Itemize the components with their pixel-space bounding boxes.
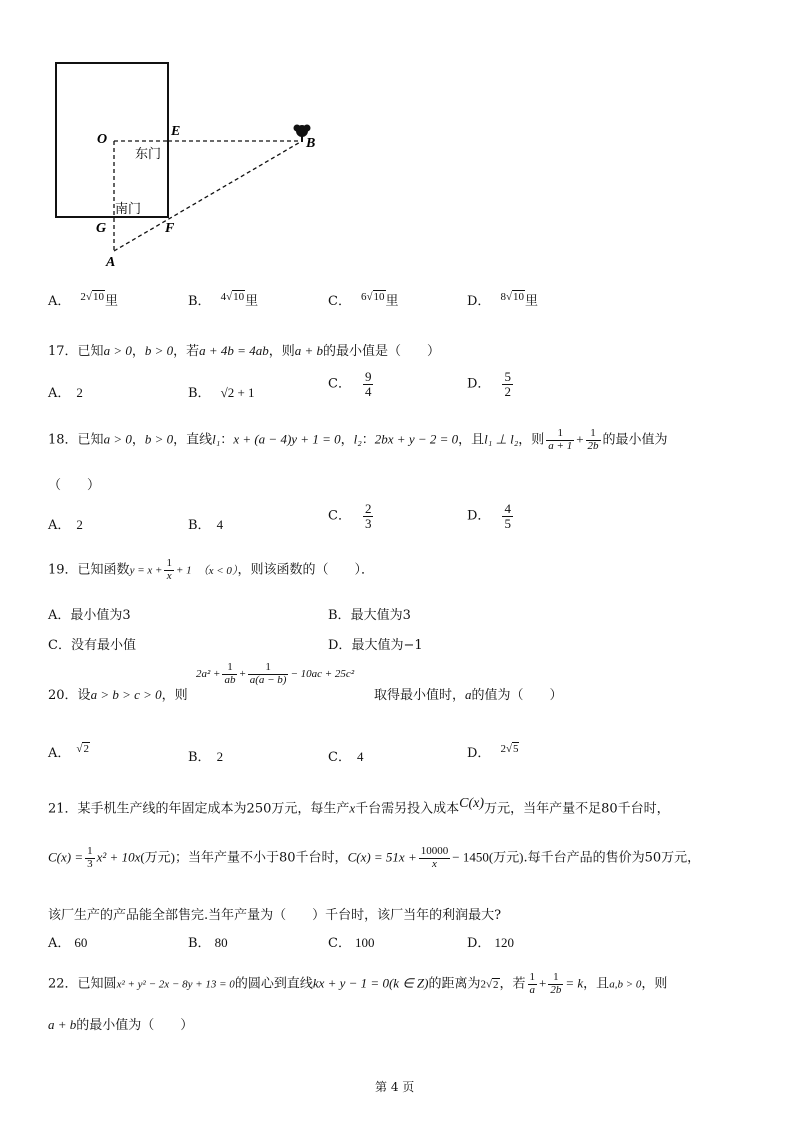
q20-option-c[interactable]: C． 4 [328,749,364,765]
q16-option-a[interactable]: A． $^{2√10}$里 [48,290,118,309]
q21-option-d[interactable]: D． 120 [467,935,514,951]
q22-stem-line1: 22．已知圆x² + y² − 2x − 8y + 13 = 0的圆心到直线kx + y − 1 = 0(k ∈ Z)的距离为2√2，若 $\frac{1}{a}$ + $\frac{1}{2b}$ = k，且a,b > 0，则 [48,971,668,996]
q16-option-d[interactable]: D． $^{8√10}$里 [467,290,538,309]
q16-option-c[interactable]: C． $^{6√10}$里 [328,290,399,309]
q17-option-d[interactable]: D． $\frac{5}{2}$ [467,369,511,399]
q20-option-b[interactable]: B． 2 [188,749,224,765]
q18-paren: （ ） [48,478,101,493]
q19-stem: 19．已知函数y = x + $\frac{1}{x}$ + 1 （x < 0），则该函数的（ ）． [48,557,374,582]
q20-option-d[interactable]: D． $^{2√5}$ [467,742,519,761]
q21-stem-line1: 21．某手机生产线的年固定成本为250万元，每生产x千台需另投入成本$^{C(x)}$万元，当年产量不足80千台时， [48,796,670,817]
q19-option-d[interactable]: D．最大值为−1 [328,638,423,653]
q21-stem-line3: 该厂生产的产品能全部售完.当年产量为（ ）千台时，该厂当年的利润最大? [48,908,502,923]
q18-option-d[interactable]: D． $\frac{4}{5}$ [467,501,511,531]
q18-option-a[interactable]: A． 2 [48,517,83,533]
q17-option-c[interactable]: C． $\frac{9}{4}$ [328,369,372,399]
q21-option-b[interactable]: B． 80 [188,935,228,951]
south-gate-label: 南门 [115,202,142,217]
east-gate-label: 东门 [135,147,162,162]
q19-option-b[interactable]: B．最大值为3 [328,608,411,623]
geometry-figure [40,55,340,275]
q19-option-a[interactable]: A．最小值为3 [48,608,131,623]
label-G: G [96,221,107,236]
q19-option-c[interactable]: C．没有最小值 [48,638,136,653]
label-F: F [165,221,175,236]
q21-stem-line2: C(x) = $\frac{1}{3}$ x² + 10x(万元)；当年产量不小于80千台时，C(x) = 51x + $\frac{10000}{x}$ − 1450(万元).每千台产品的售价为50万元， [48,845,701,870]
q20-stem-tail: 取得最小值时，a的值为（ ） [374,687,563,703]
q20-stem: 20．设a > b > c > 0，则 [48,687,188,703]
label-A: A [106,255,116,270]
q20-option-a[interactable]: A． $^{√2}$ [48,742,89,761]
q18-stem: 18．已知a > 0，b > 0，直线l₁：x + (a − 4)y + 1 = 0，l₂：2bx + y − 2 = 0，且l₁ ⊥ l₂，则 $\frac{1}{a + 1}$ + $\frac{1}{2b}$ 的最小值为 [48,427,668,452]
q18-option-b[interactable]: B． 4 [188,517,224,533]
q17-option-a[interactable]: A． 2 [48,385,83,401]
q22-stem-line2: a + b的最小值为（ ） [48,1017,194,1033]
label-E: E [171,124,181,139]
page-number: 第 4 页 [375,1080,415,1094]
q16-option-b[interactable]: B． $^{4√10}$里 [188,290,259,309]
q17-option-b[interactable]: B． √2 + 1 [188,385,255,401]
label-B: B [306,136,316,151]
q21-option-a[interactable]: A． 60 [48,935,88,951]
q20-expression: 2a² + $\frac{1}{ab}$ + $\frac{1}{a(a - b)}$ − 10ac + 25c² [196,661,355,686]
q18-option-c[interactable]: C． $\frac{2}{3}$ [328,501,372,531]
city-wall-rect [56,63,168,217]
label-O: O [97,132,108,147]
q21-option-c[interactable]: C． 100 [328,935,375,951]
q17-stem: 17．已知a > 0，b > 0，若a + 4b = 4ab，则a + b的最小值是（ ） [48,343,441,359]
